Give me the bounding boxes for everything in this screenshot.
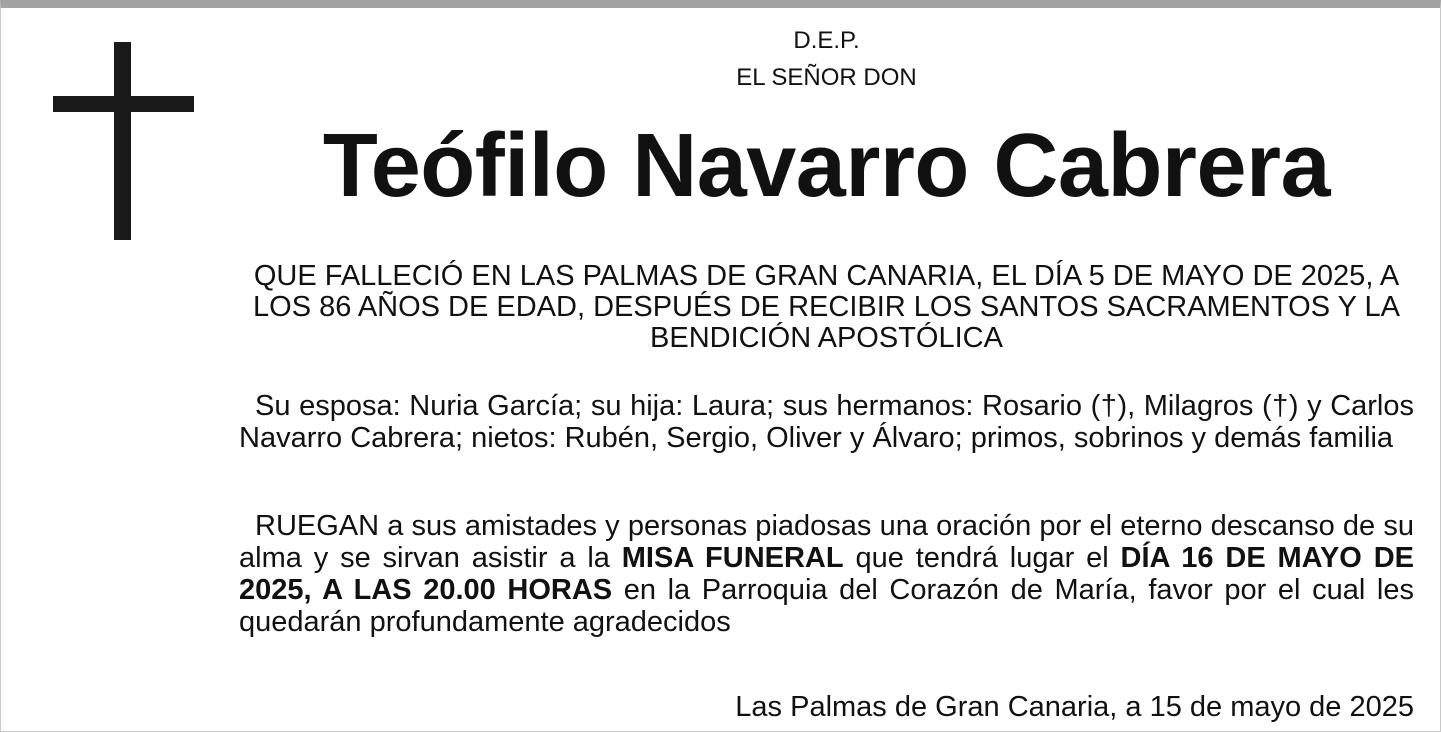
request-text-2: que tendrá lugar el: [843, 542, 1121, 574]
request-text-3: en la Parroquia del Corazón de María, favor por el cual les quedarán profundamente agradecidos: [239, 574, 1414, 638]
deceased-name: Teófilo Navarro Cabrera: [322, 116, 1331, 216]
place-date-line: Las Palmas de Gran Canaria, a 15 de mayo de 2025: [735, 691, 1414, 723]
funeral-request-paragraph: [239, 510, 1414, 638]
honorific-line: EL SEÑOR DON: [736, 64, 917, 91]
request-text-1: RUEGAN a sus amistades y personas piadosas una oración por el eterno descanso de su alma y se sirvan asistir a la: [239, 510, 1414, 574]
cross-icon-vertical-bar: [114, 42, 131, 240]
death-notice-text: QUE FALLECIÓ EN LAS PALMAS DE GRAN CANARIA, EL DÍA 5 DE MAYO DE 2025, A LOS 86 AÑOS DE EDAD, DESPUÉS DE RECIBIR LOS SANTOS SACRAMENTOS Y LA BENDICIÓN APOSTÓLICA: [253, 260, 1400, 354]
family-paragraph: Su esposa: Nuria García; su hija: Laura; sus hermanos: Rosario (†), Milagros (†) y Carlos Navarro Cabrera; nietos: Rubén, Sergio, Oliver y Álvaro; primos, sobrinos y demás familia: [239, 390, 1414, 454]
mass-label: MISA FUNERAL: [621, 542, 844, 574]
cross-icon-horizontal-bar: [53, 96, 194, 112]
dep-heading: D.E.P.: [793, 27, 860, 54]
mass-datetime: DÍA 16 DE MAYO DE 2025, A LAS 20.00 HORAS: [239, 542, 1414, 606]
